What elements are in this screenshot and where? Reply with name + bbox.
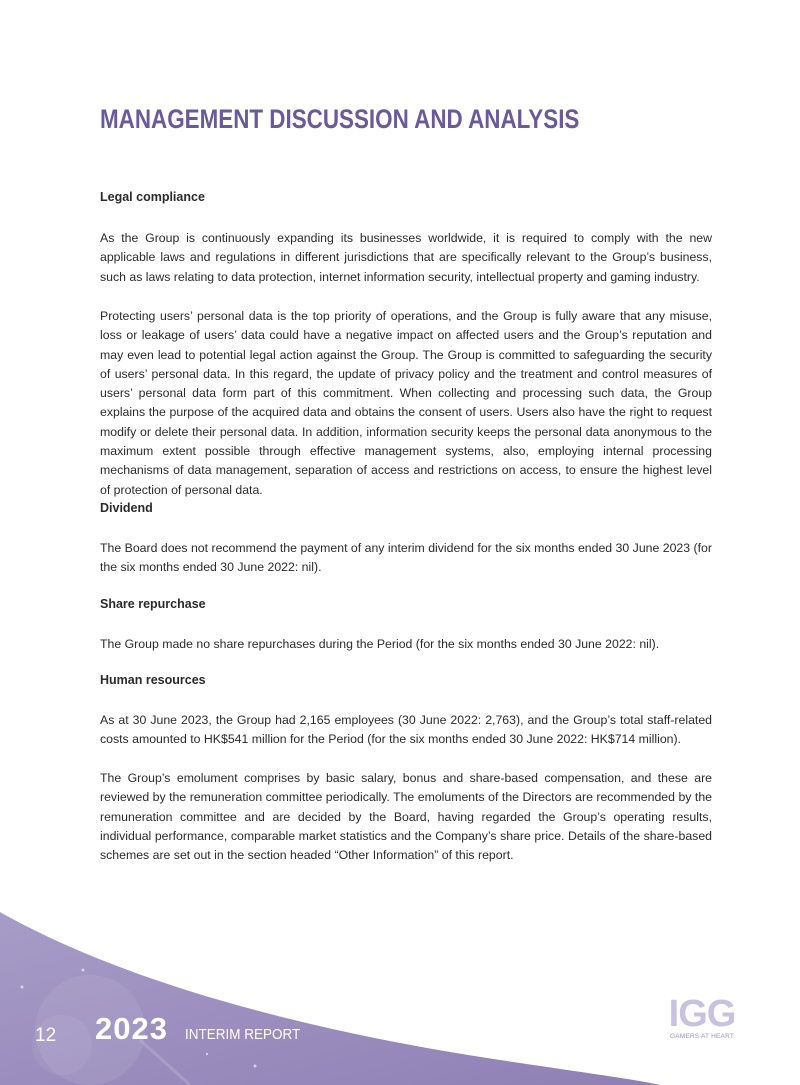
section-heading-legal-compliance: Legal compliance [100,190,205,204]
footer-decoration [0,880,800,1085]
section-heading-human-resources: Human resources [100,673,206,687]
paragraph: The Board does not recommend the payment of any interim dividend for the six months ended 30 June 2023 (for the six months ended 30 June 2022: nil). [100,541,712,575]
report-year: 2023 [95,1011,168,1046]
page-title: MANAGEMENT DISCUSSION AND ANALYSIS [100,104,580,134]
paragraph: Protecting users’ personal data is the top priority of operations, and the Group is fully aware that any misuse, loss or leakage of users’ data could have a negative impact on affected users and the Group’s reputation and may even lead to potential legal action against the Group. The Group is committed to safeguarding the security of users’ personal data. In this regard, the update of privacy policy and the treatment and control measures of users’ personal data form part of this commitment. When collecting and processing such data, the Group explains the purpose of the acquired data and obtains the consent of users. Users also have the right to request modify or delete their personal data. In addition, information security keeps the personal data anonymous to the maximum extent possible through effective management systems, also, employing internal processing mechanisms of data management, separation of access and restrictions on access, to ensure the highest level of protection of personal data. [100,309,712,497]
paragraph: The Group made no share repurchases during the Period (for the six months ended 30 June 2022: nil). [100,637,660,651]
igg-logo [664,995,740,1040]
section-heading-dividend: Dividend [100,501,153,515]
paragraph: As at 30 June 2023, the Group had 2,165 employees (30 June 2022: 2,763), and the Group’s total staff-related costs amounted to HK$541 million for the Period (for the six months ended 30 June 2022: HK$714 million). [100,713,712,747]
paragraph: The Group’s emolument comprises by basic salary, bonus and share-based compensation, and these are reviewed by the remuneration committee periodically. The emoluments of the Directors are recommended by the remuneration committee and are decided by the Board, having regarded the Group’s operating results, individual performance, comparable market statistics and the Company’s share price. Details of the share-based schemes are set out in the section headed “Other Information” of this report. [100,771,712,863]
logo-mark: IGG [668,993,736,1035]
logo-tagline: GAMERS AT HEART [669,1033,735,1040]
section-heading-share-repurchase: Share repurchase [100,597,206,611]
report-label: INTERIM REPORT [185,1026,301,1043]
page-number: 12 [35,1025,57,1046]
paragraph: As the Group is continuously expanding its businesses worldwide, it is required to comply with the new applicable laws and regulations in different jurisdictions that are specifically relevant to the Group’s business, such as laws relating to data protection, internet information security, intellectual property and gaming industry. [100,231,712,284]
